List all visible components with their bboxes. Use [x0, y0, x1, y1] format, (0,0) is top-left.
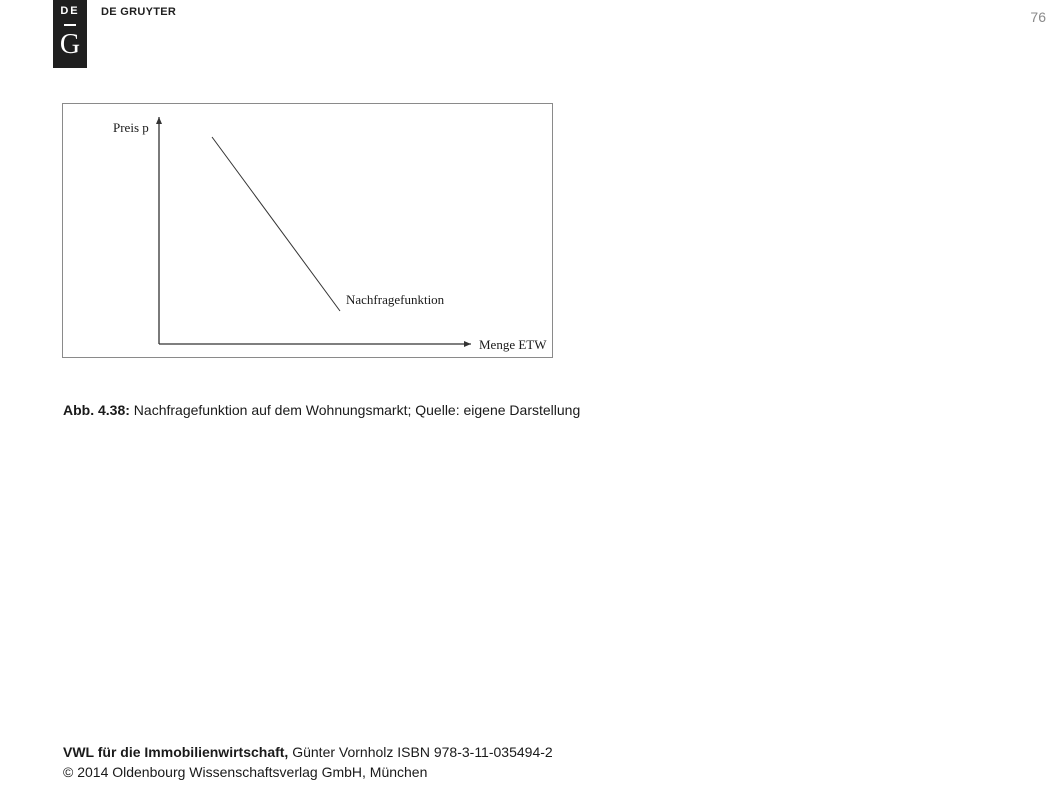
logo-g-text: G: [59, 29, 81, 60]
logo-de-text: DE: [60, 5, 80, 17]
publisher-name: DE GRUYTER: [101, 6, 177, 18]
demand-curve-label: Nachfragefunktion: [346, 292, 445, 307]
demand-curve-line: [212, 137, 340, 311]
page-number: 76: [1030, 9, 1046, 25]
footer-line-1: [63, 742, 553, 762]
figure-frame: [62, 103, 553, 358]
copyright-line: © 2014 Oldenbourg Wissenschaftsverlag GmbH, München: [63, 764, 428, 780]
footer: [63, 742, 553, 782]
author-isbn: Günter Vornholz ISBN 978-3-11-035494-2: [292, 744, 553, 760]
publisher-logo: [53, 0, 87, 68]
figure-caption: [63, 402, 580, 418]
book-title: VWL für die Immobilienwirtschaft,: [63, 744, 289, 760]
x-axis-label: Menge ETW: [479, 337, 547, 352]
demand-chart: [63, 104, 554, 359]
caption-label: Abb. 4.38:: [63, 402, 130, 418]
caption-text: Nachfragefunktion auf dem Wohnungsmarkt; Quelle: eigene Darstellung: [133, 402, 581, 418]
y-axis-label: Preis p: [113, 120, 149, 135]
logo-divider: [64, 24, 76, 26]
